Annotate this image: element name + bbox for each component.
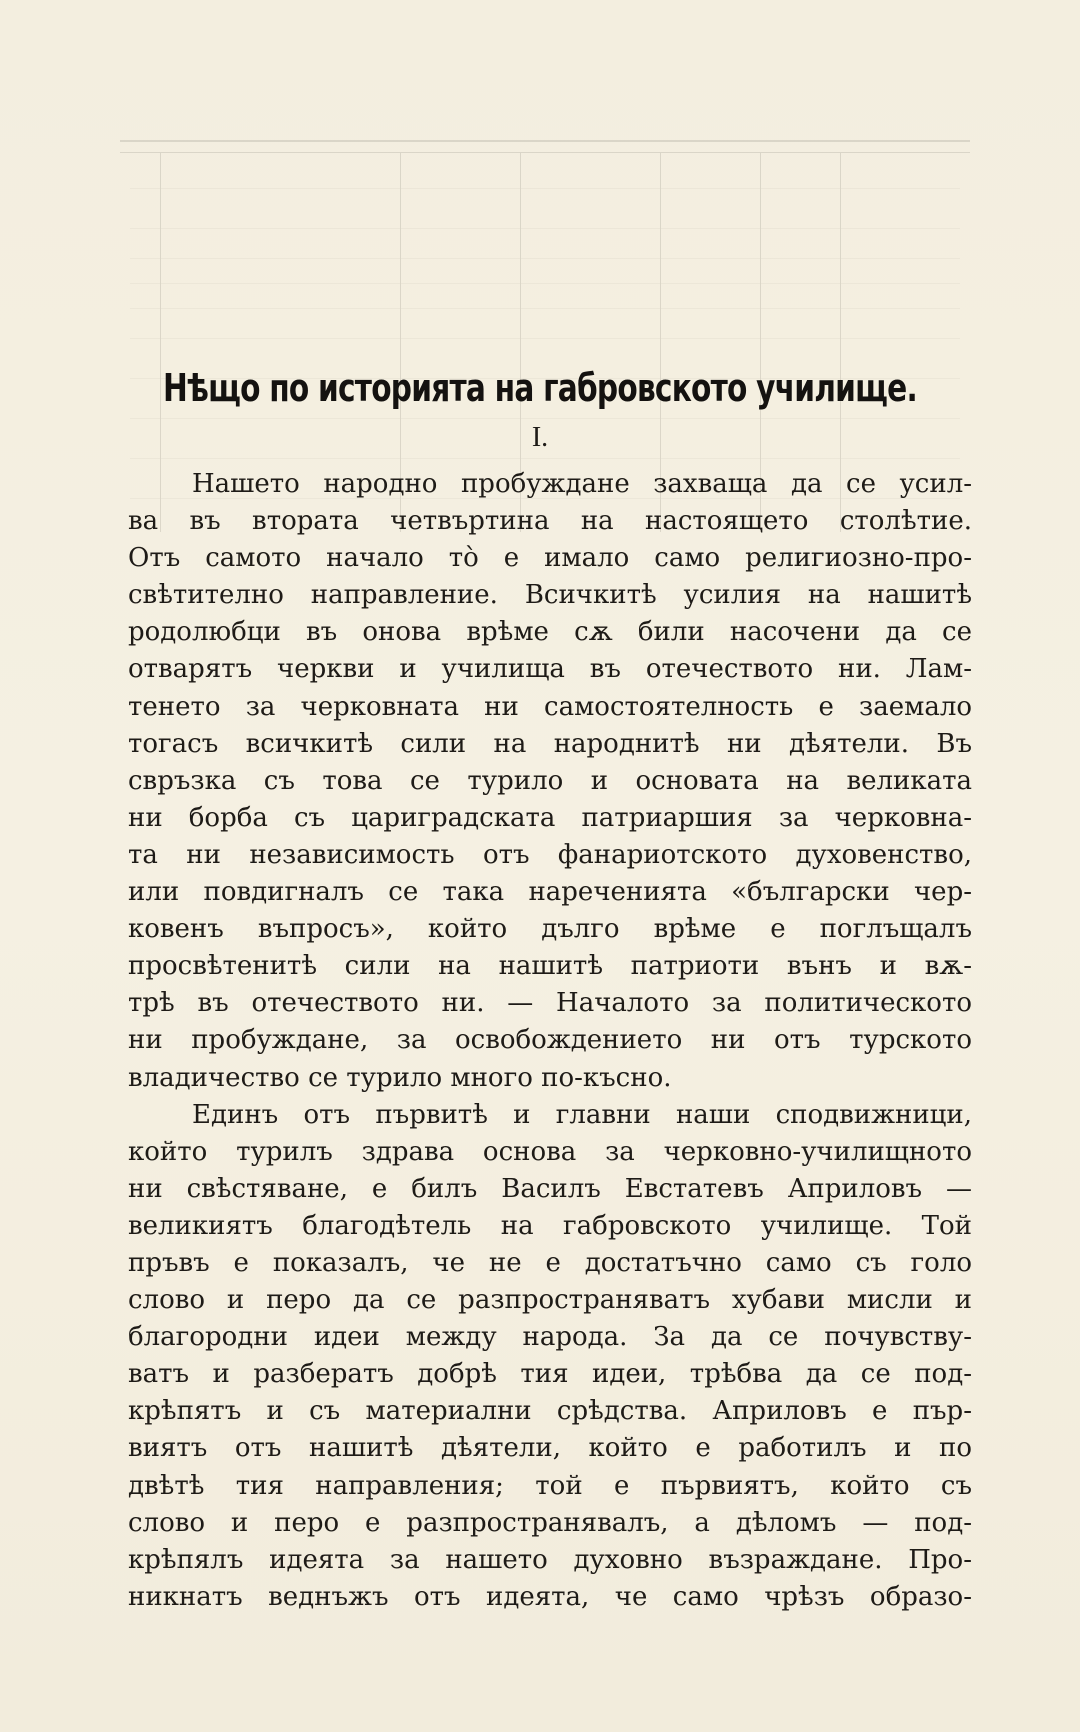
text-line: тогасъ всичкитѣ сили на народнитѣ ни дѣятели. Въ (128, 728, 972, 759)
text-line: ва въ втората четвъртина на настоящето столѣтие. (128, 506, 972, 537)
text-line: просвѣтенитѣ сили на нашитѣ патриоти вънъ и вѫ- (128, 951, 972, 982)
text-line: Отъ самото начало тò е имало само религиозно-про- (128, 543, 972, 574)
text-line: отварятъ черкви и училища въ отечеството ни. Лам- (128, 654, 972, 685)
section-number: I. (531, 422, 549, 453)
text-line: Нашето народно пробуждане захваща да се усил- (192, 469, 972, 499)
text-line: крѣпялъ идеята за нашето духовно възраждане. Про- (128, 1544, 972, 1575)
text-line: великиятъ благодѣтель на габровското училище. Той (128, 1210, 972, 1241)
paragraph-1 (128, 466, 972, 1097)
text-line: виятъ отъ нашитѣ дѣятели, който е работилъ и по (128, 1433, 972, 1464)
text-line: благородни идеи между народа. За да се почувству- (128, 1322, 972, 1353)
paragraph-2 (128, 1097, 972, 1616)
text-line: който турилъ здрава основа за черковно-училищното (128, 1136, 972, 1167)
text-line: крѣпятъ и съ материални срѣдства. Априловъ е пър- (128, 1396, 972, 1427)
text-line: двѣтѣ тия направления; той е първиятъ, който съ (128, 1470, 972, 1501)
text-line: та ни независимость отъ фанариотското духовенство, (128, 839, 972, 870)
body-text (128, 466, 972, 1616)
text-line: ни свѣстяване, е билъ Василъ Евстатевъ Априловъ — (128, 1173, 972, 1204)
text-line: пръвъ е показалъ, че не е достатъчно само съ голо (128, 1247, 972, 1278)
text-line: владичество се турило много по-късно. (128, 1062, 672, 1093)
text-line: Единъ отъ първитѣ и главни наши сподвижници, (192, 1099, 972, 1130)
text-line: родолюбци въ онова врѣме сѫ били насочени да се (128, 617, 972, 648)
text-line: или повдигналъ се така нареченията «български чер- (128, 877, 972, 908)
text-line: ни борба съ цариградската патриаршия за черковна- (128, 802, 972, 833)
text-line: ватъ и разбератъ добрѣ тия идеи, трѣбва да се под- (128, 1359, 972, 1390)
text-line: тенето за черковната ни самостоятелность е заемало (128, 691, 972, 722)
text-line: ни пробуждане, за освобождението ни отъ турското (128, 1025, 972, 1056)
text-line: никнатъ веднъжъ отъ идеята, че само чрѣзъ образо- (128, 1581, 972, 1612)
page-title: Нѣщо по историята на габровското училище. (163, 366, 917, 410)
text-line: слово и перо да се разпространяватъ хубави мисли и (128, 1285, 972, 1316)
text-line: ковенъ въпросъ», който дълго врѣме е поглъщалъ (128, 914, 972, 945)
text-line: свѣтително направление. Всичкитѣ усилия на нашитѣ (128, 580, 972, 611)
text-line: трѣ въ отечеството ни. — Началото за политическото (128, 988, 972, 1019)
text-line: слово и перо е разпространявалъ, а дѣломъ — под- (128, 1507, 972, 1538)
text-line: свръзка съ това се турило и основата на великата (128, 765, 972, 796)
